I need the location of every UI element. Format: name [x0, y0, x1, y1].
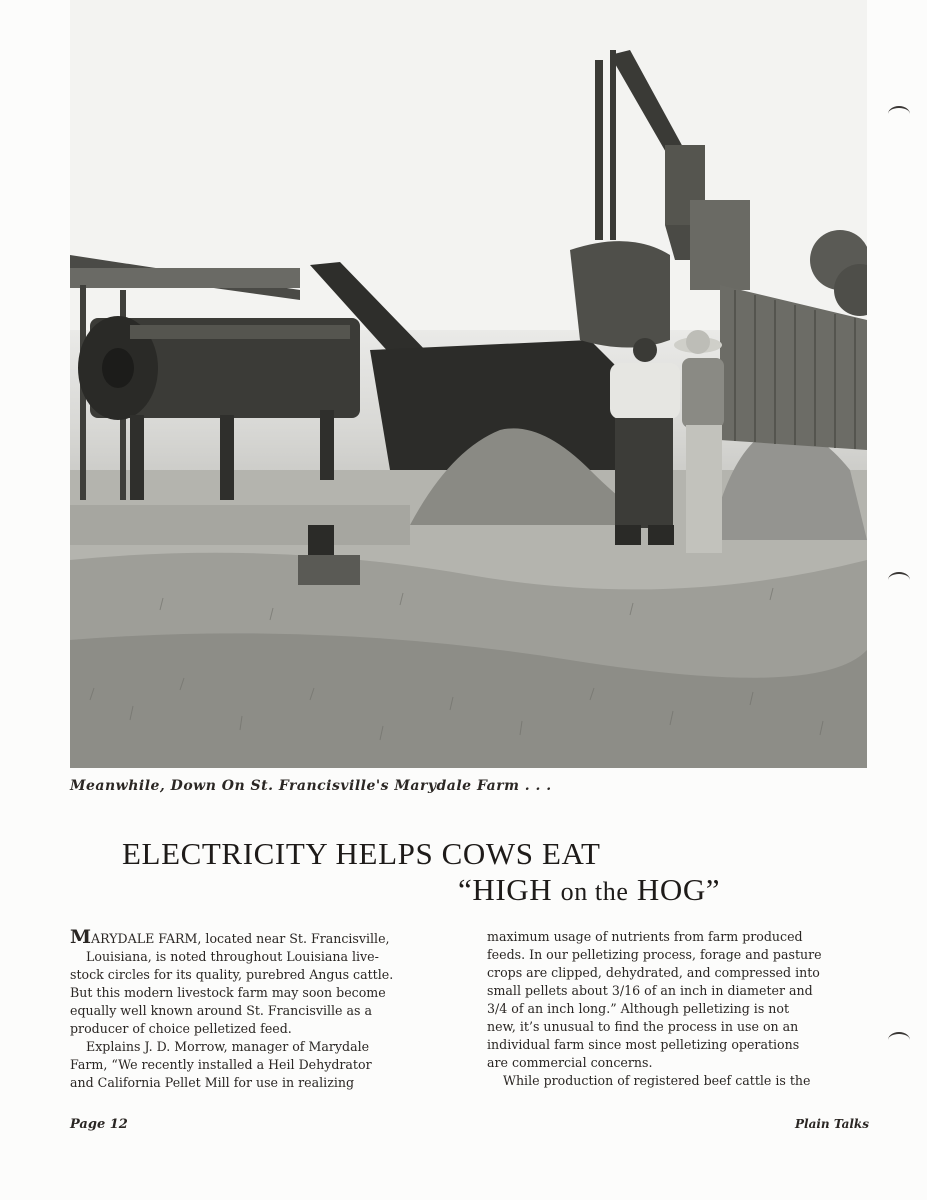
drop-cap: M: [70, 926, 92, 948]
headline-hog: HOG”: [636, 872, 721, 907]
article-line: producer of choice pelletized feed.: [70, 1021, 292, 1036]
headline-high: “HIGH: [458, 872, 553, 907]
article-line: equally well known around St. Francisville as a: [70, 1003, 372, 1018]
headline-on-the: on the: [560, 877, 629, 906]
binder-hole-mark: [888, 572, 910, 588]
article-line: small pellets about 3/16 of an inch in diameter and: [487, 983, 813, 998]
binder-hole-mark: [888, 1032, 910, 1048]
headline-line-2: [458, 872, 720, 908]
article-line: individual farm since most pelletizing operations: [487, 1037, 800, 1052]
photo-caption: Meanwhile, Down On St. Francisville's Marydale Farm . . .: [70, 778, 552, 794]
article-line: stock circles for its quality, purebred Angus cattle.: [70, 967, 394, 982]
article-line: But this modern livestock farm may soon become: [70, 985, 386, 1000]
article-line: Farm, “We recently installed a Heil Dehydrator: [70, 1057, 372, 1072]
article-line: MARYDALE FARM, located near St. Francisville,: [70, 926, 390, 948]
article-line: Louisiana, is noted throughout Louisiana live-: [86, 949, 379, 964]
article-line: While production of registered beef cattle is the: [503, 1073, 811, 1088]
article-line: and California Pellet Mill for use in realizing: [70, 1075, 355, 1090]
article-line: 3/4 of an inch long.” Although pelletizing is not: [487, 1001, 790, 1016]
article-line: new, it’s unusual to find the process in use on an: [487, 1019, 799, 1034]
article-line: Explains J. D. Morrow, manager of Marydale: [86, 1039, 370, 1054]
farm-photograph: [70, 0, 867, 768]
publication-name: Plain Talks: [795, 1117, 870, 1131]
headline-line-1: ELECTRICITY HELPS COWS EAT: [122, 836, 601, 871]
farm-photo-illustration: [70, 0, 867, 768]
page-number: Page 12: [70, 1117, 128, 1132]
article-line: are commercial concerns.: [487, 1055, 653, 1070]
binder-hole-mark: [888, 106, 910, 122]
article-line: crops are clipped, dehydrated, and compressed into: [487, 965, 820, 980]
article-column-left: [70, 928, 450, 1092]
article-line: maximum usage of nutrients from farm produced: [487, 929, 803, 944]
article-line: feeds. In our pelletizing process, forage and pasture: [487, 947, 822, 962]
article-column-right: [487, 928, 867, 1090]
